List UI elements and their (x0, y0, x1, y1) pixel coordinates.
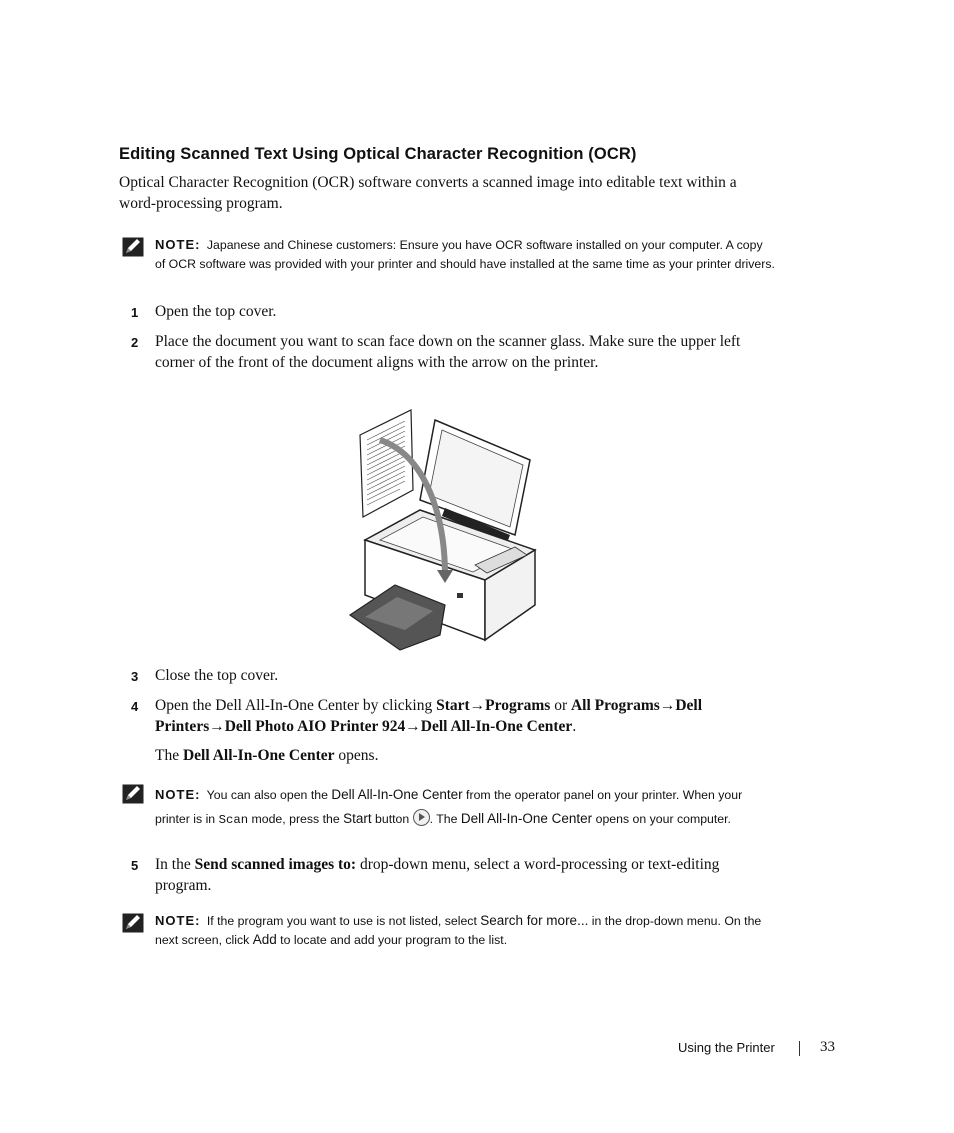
step-number: 3 (131, 669, 139, 684)
menu-start: Start (436, 697, 470, 714)
menu-programs: Programs (485, 697, 551, 714)
result-prefix: The (155, 747, 183, 764)
intro-paragraph: Optical Character Recognition (OCR) software converts a scanned image into editable text within a word-processing program. (119, 174, 737, 212)
step-text (155, 696, 755, 737)
menu-dell-printers: Dell Printers (155, 697, 702, 735)
step-4-or: or (550, 697, 571, 714)
note-2-text: You can also open the (206, 788, 332, 802)
menu-arrow: → (209, 717, 225, 735)
note-2-text: from the operator panel on your printer. When your printer is in (155, 788, 743, 826)
step-number: 1 (131, 305, 139, 320)
step-4-end: . (572, 717, 577, 735)
step-4-text: Open the Dell All-In-One Center by clicking (155, 697, 437, 714)
note-label: NOTE: (155, 913, 201, 928)
step-5-menu: Send scanned images to: (194, 856, 357, 873)
step-text (155, 855, 775, 896)
step-number: 4 (131, 699, 139, 714)
result-center: Dell All-In-One Center (182, 747, 335, 764)
note-2-center: Dell All-In-One Center (331, 787, 463, 802)
note-3-text: in the drop-down menu. On the next screen, click (155, 914, 762, 947)
note-label: NOTE: (155, 787, 201, 802)
step-text: Place the document you want to scan face down on the scanner glass. Make sure the upper left corner of the front of the document aligns with the arrow on the printer. (155, 333, 741, 371)
note-pencil-icon (122, 237, 144, 257)
note-2-scan: Scan (218, 813, 249, 827)
menu-all-programs: All Programs (570, 697, 660, 714)
step-5-text: drop-down menu, select a word-processing or text-editing program. (155, 856, 720, 894)
note-2-text: opens on your computer. (592, 812, 731, 826)
menu-arrow: → (405, 717, 421, 735)
note-3-search: Search for more... (480, 913, 589, 928)
note-2 (155, 783, 775, 832)
note-3-add: Add (252, 931, 277, 947)
printer-scanner-illustration (345, 405, 540, 655)
note-3-text: to locate and add your program to the list. (276, 932, 508, 947)
note-1-text: Japanese and Chinese customers: Ensure you have OCR software installed on your computer. A copy of OCR software was provided with your printer and should have installed at the same time as your printer drivers. (155, 238, 775, 271)
page-number: 33 (820, 1039, 835, 1055)
menu-arrow: → (659, 697, 676, 714)
step-text: Open the top cover. (155, 303, 277, 320)
menu-printer: Dell Photo AIO Printer 924 (224, 717, 406, 735)
note-1 (155, 236, 775, 273)
step-text: Close the top cover. (155, 667, 279, 684)
note-3-text: If the program you want to use is not listed, select (206, 914, 481, 928)
start-button-icon (413, 809, 430, 826)
note-label: NOTE: (155, 237, 201, 252)
section-heading: Editing Scanned Text Using Optical Character Recognition (OCR) (119, 145, 637, 163)
footer-section-title: Using the Printer (678, 1040, 775, 1055)
footer-divider (799, 1041, 800, 1056)
step-number: 5 (131, 858, 139, 873)
note-pencil-icon (122, 784, 144, 804)
step-number: 2 (131, 335, 139, 350)
step-4-result (155, 746, 775, 767)
note-2-text: mode, press the (248, 812, 344, 826)
note-2-center: Dell All-In-One Center (460, 811, 593, 826)
menu-center: Dell All-In-One Center (420, 717, 573, 735)
note-2-start: Start (343, 811, 372, 826)
step-5-text: In the (155, 856, 195, 873)
note-pencil-icon (122, 913, 144, 933)
note-2-text: button (371, 812, 413, 826)
note-2-text: . The (429, 812, 461, 826)
result-suffix: opens. (334, 747, 379, 764)
menu-arrow: → (469, 697, 486, 714)
note-3 (155, 912, 775, 949)
